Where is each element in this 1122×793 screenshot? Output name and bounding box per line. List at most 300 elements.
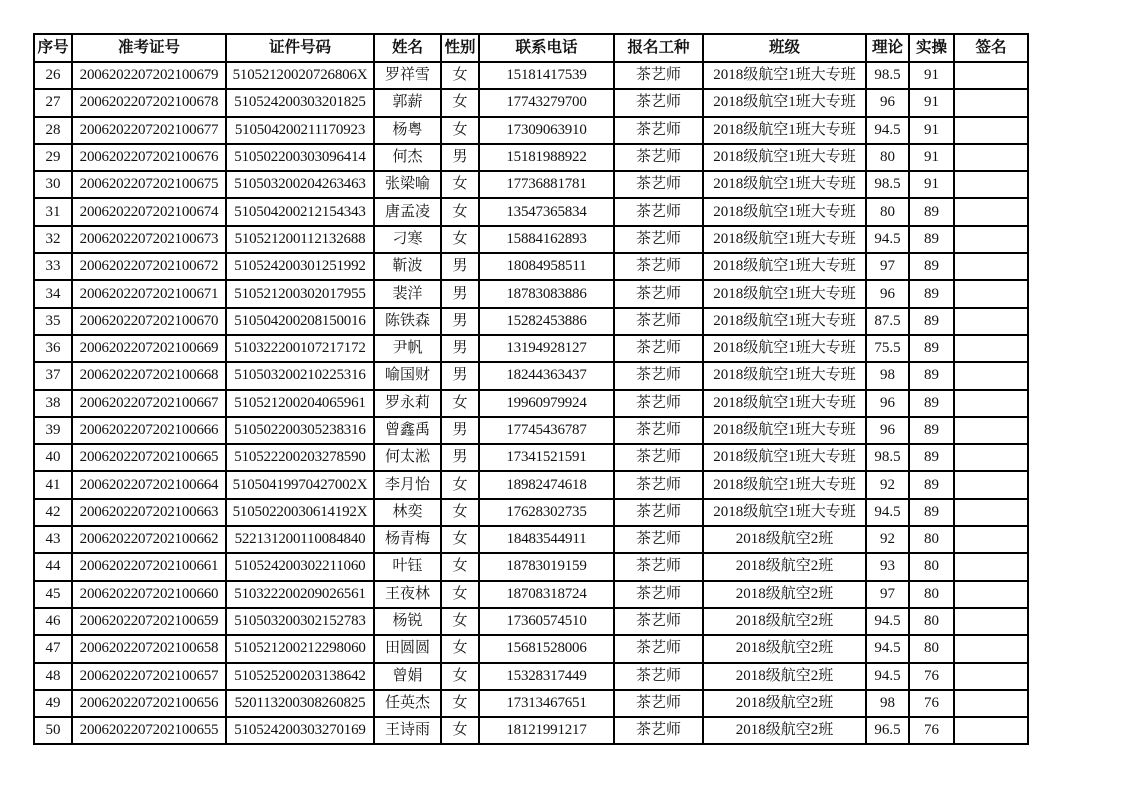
cell-class: 2018级航空1班大专班 [703, 226, 866, 253]
cell-class: 2018级航空2班 [703, 608, 866, 635]
cell-ticket-number: 2006202207202100662 [72, 526, 226, 553]
cell-theory-score: 80 [866, 144, 909, 171]
cell-practical-score: 91 [909, 144, 954, 171]
cell-gender: 男 [441, 144, 479, 171]
cell-phone: 18783083886 [479, 280, 614, 307]
cell-gender: 男 [441, 417, 479, 444]
cell-gender: 男 [441, 280, 479, 307]
table-row [34, 362, 1028, 389]
table-row [34, 663, 1028, 690]
cell-name: 曾娟 [374, 663, 441, 690]
cell-practical-score: 89 [909, 417, 954, 444]
cell-seq: 42 [34, 499, 72, 526]
cell-job: 茶艺师 [614, 553, 703, 580]
cell-name: 陈铁森 [374, 308, 441, 335]
cell-seq: 27 [34, 89, 72, 116]
cell-id-number: 510524200301251992 [226, 253, 374, 280]
table-row [34, 280, 1028, 307]
cell-job: 茶艺师 [614, 362, 703, 389]
cell-job: 茶艺师 [614, 226, 703, 253]
cell-id-number: 510521200204065961 [226, 390, 374, 417]
cell-class: 2018级航空2班 [703, 526, 866, 553]
cell-gender: 男 [441, 362, 479, 389]
cell-phone: 17360574510 [479, 608, 614, 635]
header-name: 姓名 [374, 34, 441, 62]
score-table [33, 33, 1029, 745]
cell-id-number: 510521200212298060 [226, 635, 374, 662]
cell-ticket-number: 2006202207202100673 [72, 226, 226, 253]
header-gender: 性别 [441, 34, 479, 62]
cell-practical-score: 91 [909, 171, 954, 198]
cell-class: 2018级航空1班大专班 [703, 253, 866, 280]
cell-class: 2018级航空2班 [703, 553, 866, 580]
cell-seq: 48 [34, 663, 72, 690]
cell-ticket-number: 2006202207202100658 [72, 635, 226, 662]
cell-gender: 男 [441, 444, 479, 471]
cell-gender: 女 [441, 499, 479, 526]
cell-name: 李月怡 [374, 471, 441, 498]
cell-ticket-number: 2006202207202100667 [72, 390, 226, 417]
cell-name: 王诗雨 [374, 717, 441, 744]
cell-seq: 38 [34, 390, 72, 417]
cell-signature [954, 690, 1028, 717]
cell-signature [954, 444, 1028, 471]
cell-gender: 女 [441, 581, 479, 608]
header-signature: 签名 [954, 34, 1028, 62]
cell-ticket-number: 2006202207202100657 [72, 663, 226, 690]
cell-seq: 46 [34, 608, 72, 635]
cell-job: 茶艺师 [614, 499, 703, 526]
cell-phone: 19960979924 [479, 390, 614, 417]
cell-job: 茶艺师 [614, 390, 703, 417]
cell-class: 2018级航空1班大专班 [703, 62, 866, 89]
cell-gender: 女 [441, 526, 479, 553]
header-theory-score: 理论 [866, 34, 909, 62]
cell-phone: 17309063910 [479, 117, 614, 144]
table-row [34, 690, 1028, 717]
cell-signature [954, 417, 1028, 444]
table-row [34, 471, 1028, 498]
cell-seq: 47 [34, 635, 72, 662]
cell-ticket-number: 2006202207202100669 [72, 335, 226, 362]
cell-ticket-number: 2006202207202100660 [72, 581, 226, 608]
cell-id-number: 510524200302211060 [226, 553, 374, 580]
cell-phone: 13547365834 [479, 198, 614, 225]
cell-id-number: 510504200208150016 [226, 308, 374, 335]
table-row [34, 226, 1028, 253]
cell-ticket-number: 2006202207202100659 [72, 608, 226, 635]
table-row [34, 444, 1028, 471]
cell-practical-score: 89 [909, 335, 954, 362]
cell-theory-score: 96 [866, 280, 909, 307]
cell-phone: 17745436787 [479, 417, 614, 444]
table-row [34, 635, 1028, 662]
cell-practical-score: 89 [909, 308, 954, 335]
cell-signature [954, 635, 1028, 662]
cell-name: 喻国财 [374, 362, 441, 389]
cell-phone: 13194928127 [479, 335, 614, 362]
cell-name: 刁寒 [374, 226, 441, 253]
cell-practical-score: 80 [909, 608, 954, 635]
cell-signature [954, 308, 1028, 335]
cell-id-number: 510502200303096414 [226, 144, 374, 171]
cell-ticket-number: 2006202207202100664 [72, 471, 226, 498]
cell-phone: 17736881781 [479, 171, 614, 198]
cell-job: 茶艺师 [614, 663, 703, 690]
cell-job: 茶艺师 [614, 308, 703, 335]
cell-gender: 男 [441, 308, 479, 335]
cell-theory-score: 98.5 [866, 444, 909, 471]
cell-job: 茶艺师 [614, 62, 703, 89]
cell-name: 任英杰 [374, 690, 441, 717]
cell-id-number: 510522200203278590 [226, 444, 374, 471]
cell-ticket-number: 2006202207202100666 [72, 417, 226, 444]
cell-practical-score: 89 [909, 253, 954, 280]
cell-job: 茶艺师 [614, 171, 703, 198]
table-row [34, 171, 1028, 198]
cell-seq: 26 [34, 62, 72, 89]
cell-signature [954, 390, 1028, 417]
cell-gender: 女 [441, 198, 479, 225]
cell-id-number: 510524200303270169 [226, 717, 374, 744]
cell-signature [954, 608, 1028, 635]
cell-job: 茶艺师 [614, 117, 703, 144]
table-row [34, 62, 1028, 89]
cell-name: 王夜林 [374, 581, 441, 608]
cell-ticket-number: 2006202207202100672 [72, 253, 226, 280]
cell-job: 茶艺师 [614, 608, 703, 635]
cell-job: 茶艺师 [614, 280, 703, 307]
cell-signature [954, 362, 1028, 389]
cell-phone: 18783019159 [479, 553, 614, 580]
cell-phone: 15884162893 [479, 226, 614, 253]
cell-id-number: 51052120020726806X [226, 62, 374, 89]
cell-class: 2018级航空1班大专班 [703, 144, 866, 171]
cell-signature [954, 253, 1028, 280]
table-row [34, 526, 1028, 553]
table-row [34, 553, 1028, 580]
cell-class: 2018级航空2班 [703, 690, 866, 717]
cell-practical-score: 89 [909, 471, 954, 498]
cell-practical-score: 89 [909, 444, 954, 471]
cell-signature [954, 553, 1028, 580]
cell-practical-score: 89 [909, 362, 954, 389]
cell-seq: 40 [34, 444, 72, 471]
cell-signature [954, 581, 1028, 608]
table-row [34, 499, 1028, 526]
cell-ticket-number: 2006202207202100665 [72, 444, 226, 471]
cell-name: 罗祥雪 [374, 62, 441, 89]
cell-name: 郭薪 [374, 89, 441, 116]
cell-seq: 37 [34, 362, 72, 389]
cell-practical-score: 89 [909, 198, 954, 225]
cell-job: 茶艺师 [614, 198, 703, 225]
cell-name: 曾鑫禹 [374, 417, 441, 444]
table-header-row [34, 34, 1028, 62]
cell-ticket-number: 2006202207202100663 [72, 499, 226, 526]
cell-phone: 15181988922 [479, 144, 614, 171]
cell-theory-score: 94.5 [866, 117, 909, 144]
cell-gender: 女 [441, 608, 479, 635]
cell-phone: 15181417539 [479, 62, 614, 89]
cell-class: 2018级航空1班大专班 [703, 390, 866, 417]
cell-practical-score: 80 [909, 553, 954, 580]
cell-practical-score: 76 [909, 663, 954, 690]
cell-phone: 17341521591 [479, 444, 614, 471]
table-row [34, 390, 1028, 417]
cell-practical-score: 91 [909, 89, 954, 116]
cell-class: 2018级航空1班大专班 [703, 171, 866, 198]
cell-signature [954, 717, 1028, 744]
cell-theory-score: 94.5 [866, 608, 909, 635]
cell-class: 2018级航空1班大专班 [703, 499, 866, 526]
cell-gender: 女 [441, 635, 479, 662]
header-practical-score: 实操 [909, 34, 954, 62]
cell-id-number: 510503200204263463 [226, 171, 374, 198]
cell-class: 2018级航空1班大专班 [703, 198, 866, 225]
cell-phone: 18483544911 [479, 526, 614, 553]
cell-id-number: 510521200302017955 [226, 280, 374, 307]
cell-ticket-number: 2006202207202100677 [72, 117, 226, 144]
cell-id-number: 510521200112132688 [226, 226, 374, 253]
cell-name: 裴洋 [374, 280, 441, 307]
cell-seq: 39 [34, 417, 72, 444]
cell-job: 茶艺师 [614, 471, 703, 498]
cell-name: 何太淞 [374, 444, 441, 471]
cell-theory-score: 98 [866, 690, 909, 717]
cell-job: 茶艺师 [614, 526, 703, 553]
cell-job: 茶艺师 [614, 144, 703, 171]
cell-practical-score: 76 [909, 690, 954, 717]
cell-id-number: 510504200211170923 [226, 117, 374, 144]
cell-theory-score: 98 [866, 362, 909, 389]
table-row [34, 417, 1028, 444]
table-row [34, 608, 1028, 635]
cell-seq: 43 [34, 526, 72, 553]
cell-practical-score: 91 [909, 62, 954, 89]
cell-theory-score: 96 [866, 89, 909, 116]
cell-name: 叶钰 [374, 553, 441, 580]
cell-theory-score: 94.5 [866, 663, 909, 690]
table-row [34, 89, 1028, 116]
table-row [34, 335, 1028, 362]
header-class: 班级 [703, 34, 866, 62]
cell-practical-score: 80 [909, 526, 954, 553]
cell-id-number: 51050220030614192X [226, 499, 374, 526]
cell-job: 茶艺师 [614, 690, 703, 717]
cell-signature [954, 117, 1028, 144]
cell-class: 2018级航空2班 [703, 635, 866, 662]
cell-id-number: 510524200303201825 [226, 89, 374, 116]
cell-ticket-number: 2006202207202100676 [72, 144, 226, 171]
cell-theory-score: 96.5 [866, 717, 909, 744]
cell-signature [954, 226, 1028, 253]
cell-name: 杨青梅 [374, 526, 441, 553]
cell-seq: 44 [34, 553, 72, 580]
cell-ticket-number: 2006202207202100671 [72, 280, 226, 307]
cell-id-number: 510504200212154343 [226, 198, 374, 225]
cell-seq: 49 [34, 690, 72, 717]
cell-theory-score: 94.5 [866, 226, 909, 253]
cell-gender: 女 [441, 690, 479, 717]
cell-id-number: 510502200305238316 [226, 417, 374, 444]
cell-seq: 30 [34, 171, 72, 198]
cell-theory-score: 94.5 [866, 635, 909, 662]
cell-job: 茶艺师 [614, 444, 703, 471]
cell-id-number: 520113200308260825 [226, 690, 374, 717]
cell-job: 茶艺师 [614, 253, 703, 280]
cell-phone: 18084958511 [479, 253, 614, 280]
cell-phone: 15282453886 [479, 308, 614, 335]
cell-id-number: 510503200302152783 [226, 608, 374, 635]
cell-theory-score: 98.5 [866, 171, 909, 198]
cell-practical-score: 89 [909, 499, 954, 526]
cell-gender: 女 [441, 553, 479, 580]
cell-class: 2018级航空1班大专班 [703, 417, 866, 444]
table-row [34, 308, 1028, 335]
cell-gender: 女 [441, 663, 479, 690]
cell-phone: 18244363437 [479, 362, 614, 389]
cell-ticket-number: 2006202207202100675 [72, 171, 226, 198]
table-row [34, 144, 1028, 171]
cell-gender: 女 [441, 390, 479, 417]
cell-name: 杨粤 [374, 117, 441, 144]
cell-class: 2018级航空2班 [703, 663, 866, 690]
cell-name: 田圆圆 [374, 635, 441, 662]
cell-signature [954, 144, 1028, 171]
header-id-number: 证件号码 [226, 34, 374, 62]
cell-id-number: 510322200107217172 [226, 335, 374, 362]
cell-phone: 15328317449 [479, 663, 614, 690]
cell-class: 2018级航空1班大专班 [703, 117, 866, 144]
cell-name: 唐孟凌 [374, 198, 441, 225]
cell-seq: 41 [34, 471, 72, 498]
cell-practical-score: 89 [909, 280, 954, 307]
cell-gender: 女 [441, 226, 479, 253]
cell-signature [954, 89, 1028, 116]
cell-seq: 45 [34, 581, 72, 608]
cell-theory-score: 93 [866, 553, 909, 580]
cell-class: 2018级航空1班大专班 [703, 362, 866, 389]
cell-gender: 女 [441, 717, 479, 744]
cell-class: 2018级航空1班大专班 [703, 444, 866, 471]
cell-seq: 34 [34, 280, 72, 307]
cell-class: 2018级航空1班大专班 [703, 471, 866, 498]
cell-signature [954, 62, 1028, 89]
cell-gender: 女 [441, 171, 479, 198]
cell-practical-score: 80 [909, 635, 954, 662]
cell-gender: 女 [441, 62, 479, 89]
cell-practical-score: 89 [909, 226, 954, 253]
cell-practical-score: 91 [909, 117, 954, 144]
cell-job: 茶艺师 [614, 717, 703, 744]
cell-class: 2018级航空2班 [703, 581, 866, 608]
cell-ticket-number: 2006202207202100670 [72, 308, 226, 335]
table-body [34, 62, 1028, 744]
header-job: 报名工种 [614, 34, 703, 62]
cell-signature [954, 280, 1028, 307]
cell-practical-score: 89 [909, 390, 954, 417]
cell-seq: 28 [34, 117, 72, 144]
cell-class: 2018级航空1班大专班 [703, 89, 866, 116]
cell-seq: 31 [34, 198, 72, 225]
table-row [34, 253, 1028, 280]
cell-signature [954, 526, 1028, 553]
cell-signature [954, 171, 1028, 198]
cell-ticket-number: 2006202207202100661 [72, 553, 226, 580]
cell-theory-score: 97 [866, 581, 909, 608]
cell-gender: 男 [441, 253, 479, 280]
cell-name: 何杰 [374, 144, 441, 171]
cell-job: 茶艺师 [614, 335, 703, 362]
cell-job: 茶艺师 [614, 635, 703, 662]
cell-seq: 50 [34, 717, 72, 744]
cell-job: 茶艺师 [614, 581, 703, 608]
cell-ticket-number: 2006202207202100668 [72, 362, 226, 389]
cell-ticket-number: 2006202207202100678 [72, 89, 226, 116]
cell-name: 张梁喻 [374, 171, 441, 198]
cell-ticket-number: 2006202207202100655 [72, 717, 226, 744]
cell-seq: 35 [34, 308, 72, 335]
cell-theory-score: 75.5 [866, 335, 909, 362]
cell-name: 靳波 [374, 253, 441, 280]
cell-id-number: 510525200203138642 [226, 663, 374, 690]
cell-phone: 17628302735 [479, 499, 614, 526]
cell-phone: 18982474618 [479, 471, 614, 498]
cell-ticket-number: 2006202207202100674 [72, 198, 226, 225]
cell-ticket-number: 2006202207202100656 [72, 690, 226, 717]
cell-signature [954, 499, 1028, 526]
cell-theory-score: 96 [866, 417, 909, 444]
cell-name: 罗永莉 [374, 390, 441, 417]
cell-class: 2018级航空1班大专班 [703, 335, 866, 362]
cell-theory-score: 96 [866, 390, 909, 417]
cell-phone: 15681528006 [479, 635, 614, 662]
cell-theory-score: 92 [866, 471, 909, 498]
cell-seq: 32 [34, 226, 72, 253]
cell-class: 2018级航空1班大专班 [703, 308, 866, 335]
table-row [34, 117, 1028, 144]
cell-id-number: 522131200110084840 [226, 526, 374, 553]
cell-seq: 36 [34, 335, 72, 362]
cell-gender: 男 [441, 335, 479, 362]
table-row [34, 581, 1028, 608]
table-row [34, 198, 1028, 225]
cell-seq: 33 [34, 253, 72, 280]
cell-phone: 17313467651 [479, 690, 614, 717]
cell-gender: 女 [441, 117, 479, 144]
cell-id-number: 510322200209026561 [226, 581, 374, 608]
cell-practical-score: 80 [909, 581, 954, 608]
cell-name: 尹帆 [374, 335, 441, 362]
cell-job: 茶艺师 [614, 89, 703, 116]
cell-theory-score: 80 [866, 198, 909, 225]
cell-seq: 29 [34, 144, 72, 171]
cell-id-number: 510503200210225316 [226, 362, 374, 389]
cell-phone: 17743279700 [479, 89, 614, 116]
cell-phone: 18121991217 [479, 717, 614, 744]
cell-signature [954, 198, 1028, 225]
cell-class: 2018级航空1班大专班 [703, 280, 866, 307]
cell-theory-score: 87.5 [866, 308, 909, 335]
cell-gender: 女 [441, 471, 479, 498]
cell-ticket-number: 2006202207202100679 [72, 62, 226, 89]
header-ticket-number: 准考证号 [72, 34, 226, 62]
score-sign-in-sheet [33, 33, 1029, 745]
cell-theory-score: 97 [866, 253, 909, 280]
cell-signature [954, 335, 1028, 362]
cell-name: 林奕 [374, 499, 441, 526]
